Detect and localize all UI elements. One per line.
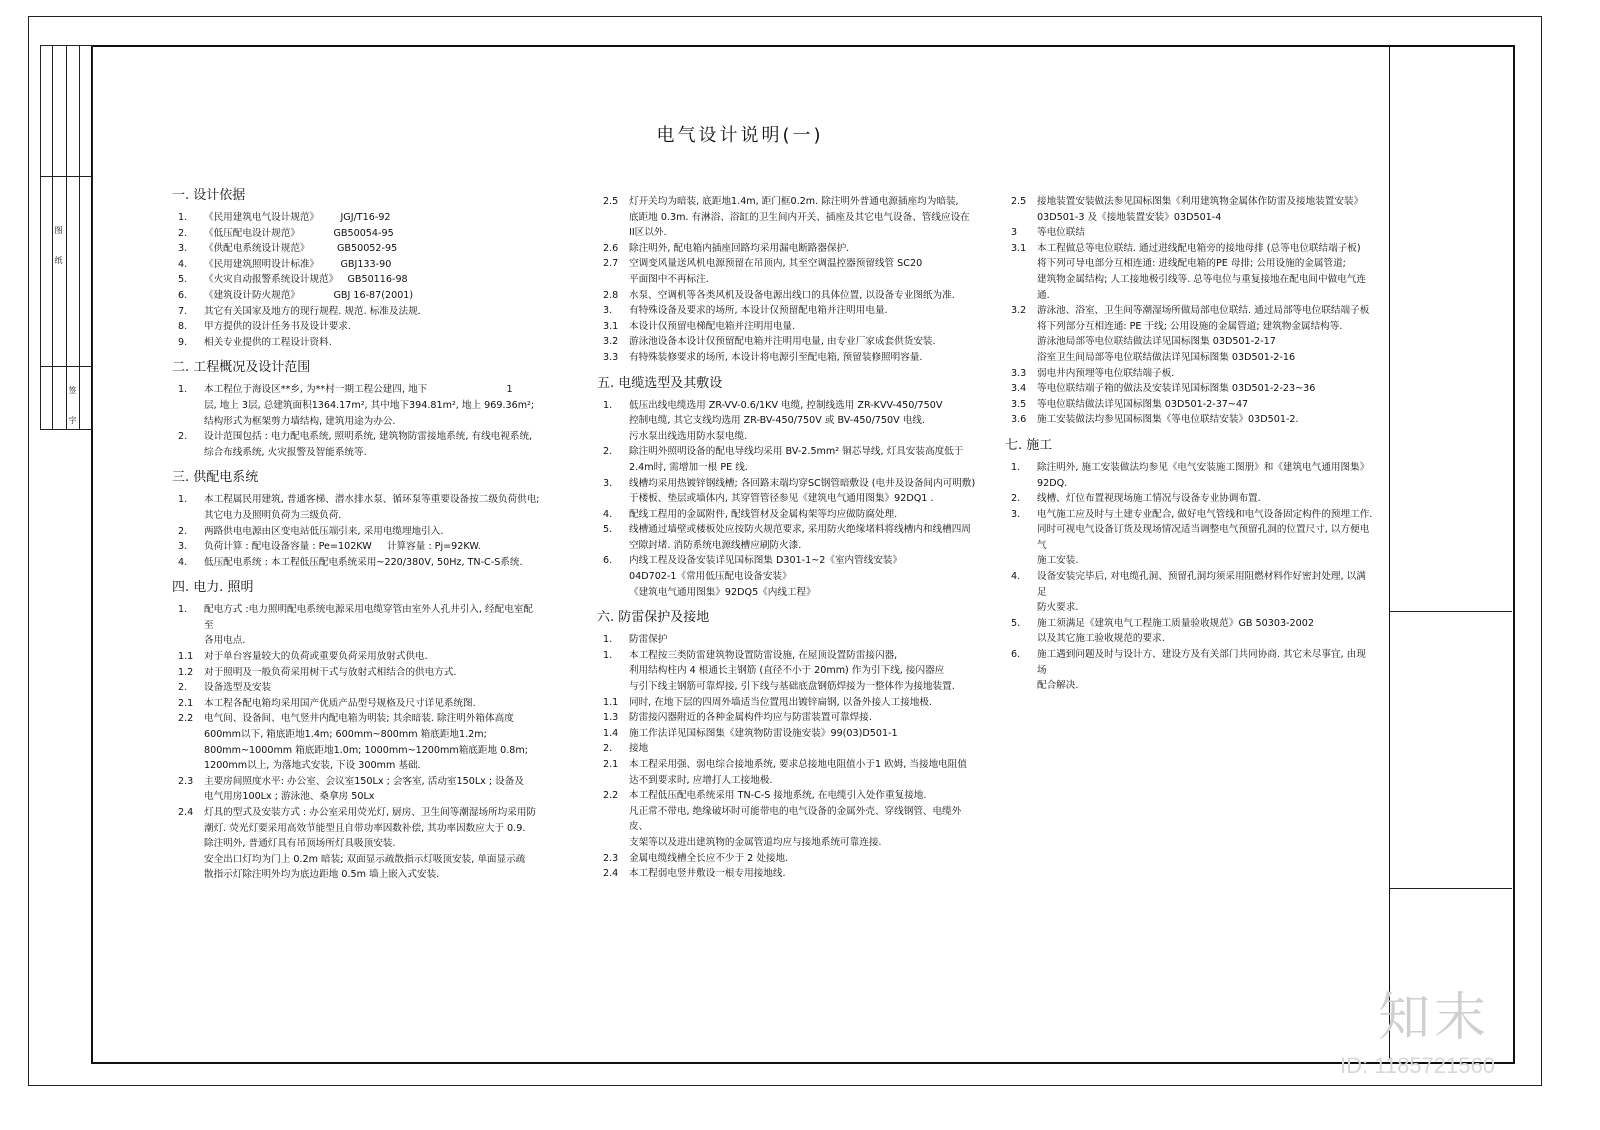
item-text: 其它有关国家及地方的现行规程. 规范. 标准及法规. [204,305,421,317]
note-item [172,304,542,320]
item-number: 4. [178,556,188,568]
strip-divider [41,176,92,177]
item-number: 3.2 [1011,305,1027,317]
item-text: 有特殊设备及要求的场所, 本设计仅预留配电箱并注明用电量. [629,305,888,317]
note-item [172,382,542,429]
item-number: 5. [603,524,613,536]
item-number: 1. [1011,461,1021,473]
item-number: 3. [1011,508,1021,520]
item-text: 对于单台容量较大的负荷或重要负荷采用放射式供电. [204,651,428,663]
note-item [172,492,542,523]
item-text: 有特殊装修要求的场所, 本设计将电源引至配电箱, 预留装修照明容量. [629,351,923,363]
item-number: 3.4 [1011,383,1027,395]
item-text: 除注明外, 施工安装做法均参见《电气安装施工图册》和《建筑电气通用图集》92DQ. [1037,461,1370,489]
section-heading: 七. 施工 [1005,437,1053,453]
note-item [172,649,542,665]
item-text: 内线工程及设备安装详见国标图集 D301-1~2《室内管线安装》 04D702-1《常用低压配电设备安装》 《建筑电气通用图集》92DQ5《内线工程》 [629,555,903,598]
item-text: 本工程位于海设区**乡, 为**村一期工程公建四, 地下 1 层, 地上 3层, 总建筑面积1364.17m², 其中地下394.81m², 地上 969.36m²; 结构形式为框架剪力墙结构, 建筑用途为办公. [204,384,535,427]
item-text: 防雷接闪器附近的各种金属构件均应与防雷装置可靠焊接. [629,712,872,724]
note-item [1005,647,1375,694]
item-text: 弱电井内预埋等电位联结端子板. [1037,367,1175,379]
item-text: 主要房间照度水平: 办公室、会议室150Lx ; 会客室, 活动室150Lx ; 设备及 电气用房100Lx ; 游泳池、桑拿房 50Lx [204,775,524,803]
note-item [597,648,977,695]
item-number: 1. [178,212,188,223]
note-item [172,429,542,460]
note-item [1005,507,1375,569]
item-number: 2.5 [603,196,619,207]
note-item [172,210,542,226]
item-number: 2.4 [178,807,194,818]
item-text: 低压配电系统 : 本工程低压配电系统采用~220/380V, 50Hz, TN-C-S系统. [204,556,523,568]
note-item [597,350,977,366]
note-item [597,866,977,882]
item-text: 本工程属民用建筑, 普通客梯、潜水排水泵、循环泵等重要设备按二级负荷供电; 其它电力及照明负荷为三级负荷. [204,494,540,521]
note-item [597,444,977,475]
note-item [172,696,542,712]
item-text: 灯具的型式及安装方式 : 办公室采用荧光灯, 厨房、卫生间等潮湿场所均采用防 潮灯. 荧光灯要采用高效节能型且自带功率因数补偿, 其功率因数应大于 0.9. 除注明外, 普通灯具有吊顶场所灯具吸顶安装. 安全出口灯均为门上 0.2m 暗装; 双面显示疏散指示灯吸顶安装, 单面显示疏 散指示灯除注明外均为底边距地 0.5m 墙上嵌入式安装. [204,807,537,881]
watermark-logo: 知末 [1378,988,1491,1048]
item-text: 负荷计算 : 配电设备容量 : Pe=102KW 计算容量 : Pj=92KW. [204,541,481,553]
note-item [1005,491,1375,507]
item-number: 1. [178,604,188,616]
note-item [172,774,542,805]
item-number: 3.1 [603,320,619,332]
item-text: 接地 [629,743,649,755]
item-text: 本工程各配电箱均采用国产优质产品型号规格及尺寸详见系统图. [204,697,476,709]
item-number: 2. [603,743,613,755]
watermark-id: ID: 1185721560 [1340,1053,1495,1078]
item-text: 防雷保护 [629,634,668,646]
note-item [597,553,977,600]
item-text: 本工程低压配电系统采用 TN-C-S 接地系统, 在电缆引入处作重复接地. 凡正常不带电, 绝缘破坏时可能带电的电气设备的金属外壳、穿线钢管、电缆外皮、 支架等以及进出建筑物的金属管道均应与接地系统可靠连接. [629,790,962,848]
item-number: 9. [178,336,188,348]
item-number: 2.3 [178,775,194,787]
note-item [172,272,542,288]
item-number: 1.2 [178,666,194,678]
item-text: 本工程做总等电位联结. 通过进线配电箱旁的接地母排 (总等电位联结端子板) 将下列可导电部分互相连通: 进线配电箱的PE 母排; 公用设施的金属管道; 建筑物金属结构; 人工接地极引线等. 总等电位与重复接地在配电间中做电气连通. [1037,242,1366,301]
item-number: 2.5 [1011,196,1027,207]
item-number: 1. [603,634,613,646]
note-item [597,334,977,350]
item-text: 除注明外照明设备的配电导线均采用 BV-2.5mm² 铜芯导线, 灯具安装高度低于 2.4m时, 需增加一根 PE 线. [629,446,964,473]
left-signature-strip [40,45,93,430]
item-text: 灯开关均为暗装, 底距地1.4m, 距门框0.2m. 除注明外普通电源插座均为暗装, 底距地 0.3m. 有淋浴、浴缸的卫生间内开关、插座及其它电气设备、管线应设在 II区以外. [629,196,970,239]
item-number: 3. [603,305,613,317]
note-item [597,476,977,507]
item-text: 施工安装做法均参见国标图集《等电位联结安装》03D501-2. [1037,414,1299,426]
item-text: 配电方式 :电力照明配电系统电源采用电缆穿管由室外人孔井引入, 经配电室配至 各用电点. [204,604,533,647]
item-text: 空调变风量送风机电源预留在吊顶内, 其至空调温控器预留线管 SC20 平面图中不再标注. [629,258,923,285]
title-block-divider [1390,611,1512,612]
strip-label: 签 [68,386,77,394]
note-item [597,726,977,742]
note-item [172,226,542,242]
item-number: 3 [1011,227,1018,239]
note-item [172,680,542,696]
item-text: 等电位联结端子箱的做法及安装详见国标图集 03D501-2-23~36 [1037,383,1316,395]
note-item [1005,412,1375,428]
item-number: 3.3 [603,351,619,363]
item-number: 7. [178,305,188,317]
item-text: 游泳池、浴室、卫生间等潮湿场所做局部电位联结. 通过局部等电位联结端子板 将下列部分互相连通: PE 干线; 公用设施的金属管道; 建筑物金属结构等. 游泳池局部等电位联结做法详见国标图集 03D501-2-17 浴室卫生间局部等电位联结做法详见国标图集 03D501-2-16 [1037,305,1370,363]
note-item [172,555,542,571]
note-item [597,507,977,523]
item-number: 4. [1011,571,1021,583]
item-number: 5. [178,274,188,286]
strip-label: 图 [54,226,63,234]
item-text: 配线工程用的金属附件, 配线管材及金属构架等均应做防腐处理. [629,508,898,520]
note-item [597,303,977,319]
note-item [172,805,542,883]
item-text: 接地装置安装做法参见国标图集《利用建筑物金属体作防雷及接地装置安装》 03D501-3 及《接地装置安装》03D501-4 [1037,196,1364,223]
item-text: 设备安装完毕后, 对电缆孔洞、预留孔洞均须采用阻燃材料作好密封处理, 以满足 防火要求. [1037,571,1366,614]
notes-column-1 [172,178,542,883]
item-number: 3.3 [1011,367,1027,379]
note-item [172,241,542,257]
strip-divider [52,46,53,429]
note-item [172,524,542,540]
item-text: 施工须满足《建筑电气工程施工质量验收规范》GB 50303-2002 以及其它施工验收规范的要求. [1037,617,1314,645]
item-number: 2. [178,227,188,239]
item-text: 线槽通过墙壁或楼板处应按防火规范要求, 采用防火绝缘堵料将线槽内和线槽四周 空隙封堵. 消防系统电源线槽应刷防火漆. [629,524,971,551]
item-number: 1.4 [603,727,619,739]
item-text: 《低压配电设计规范》 GB50054-95 [204,227,394,239]
item-number: 5. [1011,617,1021,629]
item-number: 2.8 [603,289,619,301]
item-number: 2.6 [603,242,619,254]
note-item [597,788,977,850]
item-text: 《火灾自动报警系统设计规范》 GB50116-98 [204,274,408,286]
item-number: 2.2 [178,713,194,725]
note-item [172,319,542,335]
item-number: 2.3 [603,852,619,864]
note-item [1005,616,1375,647]
note-item [172,335,542,351]
note-item [1005,381,1375,397]
item-number: 1. [178,494,188,506]
item-number: 3. [178,243,188,255]
item-number: 1.1 [603,696,619,708]
item-number: 8. [178,321,188,333]
item-text: 等电位联结做法详见国标图集 03D501-2-37~47 [1037,398,1249,410]
section-heading: 二. 工程概况及设计范围 [172,360,311,376]
item-text: 本设计仅预留电梯配电箱并注明用电量. [629,320,796,332]
item-number: 2.1 [178,697,194,709]
item-text: 除注明外, 配电箱内插座回路均采用漏电断路器保护. [629,242,850,254]
note-item [1005,225,1375,241]
sheet-title: 电气设计说明(一) [656,125,824,146]
title-block [1389,45,1512,1060]
section-heading: 三. 供配电系统 [172,470,259,486]
item-text: 低压出线电缆选用 ZR-VV-0.6/1KV 电缆, 控制线选用 ZR-KVV-450/750V 控制电缆, 其它支线均选用 ZR-BV-450/750V 或 BV-450/750V 电线. 污水泵出线选用防水泵电缆. [629,399,943,442]
note-item [597,288,977,304]
section-heading: 一. 设计依据 [172,188,246,203]
item-number: 3.1 [1011,242,1027,254]
item-number: 3. [603,477,613,489]
item-number: 2.1 [603,759,619,770]
item-number: 2. [1011,493,1021,505]
item-number: 6. [178,289,188,301]
item-text: 《民用建筑照明设计标准》 GBJ133-90 [204,258,392,270]
item-text: 线槽、灯位布置视现场施工情况与设备专业协调布置. [1037,493,1261,505]
note-item [597,757,977,788]
note-item [597,194,977,241]
item-number: 3. [178,541,188,553]
item-text: 同时, 在地下层的四周外墙适当位置甩出镀锌扁钢, 以备外接人工接地极. [629,696,933,708]
item-number: 2.2 [603,790,619,802]
item-text: 相关专业提供的工程设计资料. [204,336,332,348]
note-item [597,851,977,867]
note-item [1005,460,1375,491]
item-text: 施工遇到问题及时与设计方、建设方及有关部门共同协商. 其它未尽事宜, 由现场 配合解决. [1037,649,1366,692]
note-item [172,602,542,649]
item-number: 2. [178,431,188,443]
item-number: 1. [603,649,613,661]
item-number: 2. [178,682,188,694]
note-item [597,741,977,757]
item-text: 电气间、设备间、电气竖井内配电箱为明装; 其余暗装. 除注明外箱体高度 600mm以下, 箱底距地1.4m; 600mm~800mm 箱底距地1.2m; 800mm~1000mm 箱底距地1.0m; 1000mm~1200mm箱底距地 0.8m; 1200mm以上, 为落地式安装, 下设 300mm 基础. [204,713,528,772]
title-block-divider [1390,888,1512,889]
note-item [172,711,542,773]
note-item [1005,397,1375,413]
note-item [597,695,977,711]
item-text: 线槽均采用热镀锌钢线槽; 各回路末端均穿SC钢管暗敷设 (电井及设备间内可明敷) 于楼板、垫层或墙体内, 其穿管管径参见《建筑电气通用图集》92DQ1 . [629,477,976,505]
notes-column-2 [597,194,977,882]
section-heading: 四. 电力. 照明 [172,580,254,596]
section-heading: 五. 电缆选型及其敷设 [597,375,723,391]
note-item [597,632,977,648]
note-item [1005,194,1375,225]
item-text: 本工程弱电竖井敷设一根专用接地线. [629,868,786,880]
note-item [172,257,542,273]
item-number: 1.3 [603,712,619,724]
section-heading: 六. 防雷保护及接地 [597,610,710,626]
item-number: 3.5 [1011,398,1027,410]
item-number: 2.7 [603,258,619,270]
note-item [172,665,542,681]
note-item [597,522,977,553]
item-number: 1.1 [178,651,194,663]
note-item [1005,569,1375,616]
note-item [597,256,977,287]
note-item [1005,366,1375,382]
note-item [597,241,977,257]
item-text: 本工程按三类防雷建筑物设置防雷设施, 在屋顶设置防雷接闪器, 利用结构柱内 4 根通长主钢筋 (直径不小于 20mm) 作为引下线, 接闪器应 与引下线主钢筋可靠焊接, 引下线与基础底盘钢筋焊接为一整体作为接地装置. [629,649,955,693]
item-text: 《建筑设计防火规范》 GBJ 16-87(2001) [204,289,414,301]
note-item [172,539,542,555]
item-number: 1. [603,399,613,411]
strip-divider [66,46,67,429]
item-text: 施工作法详见国标图集《建筑物防雷设施安装》99(03)D501-1 [629,727,898,739]
item-number: 4. [603,508,613,520]
item-text: 《供配电系统设计规范》 GB50052-95 [204,243,398,255]
notes-column-3 [1005,194,1375,694]
item-text: 设备选型及安装 [204,682,272,694]
note-item [1005,303,1375,365]
strip-divider [41,366,92,367]
item-number: 6. [1011,649,1021,661]
item-text: 电气施工应及时与土建专业配合, 做好电气管线和电气设备固定构件的预埋工作. 同时可视电气设备订货及现场情况适当调整电气预留孔洞的位置尺寸, 以方便电气 施工安装. [1037,508,1373,567]
strip-divider [79,46,80,429]
item-text: 水泵、空调机等各类风机及设备电源出线口的具体位置, 以设备专业图纸为准. [629,289,955,301]
note-item [1005,241,1375,303]
item-number: 4. [178,258,188,270]
note-item [597,398,977,445]
item-text: 甲方提供的设计任务书及设计要求. [204,321,351,333]
item-text: 游泳池设备本设计仅预留配电箱并注明用电量, 由专业厂家成套供货安装. [629,336,936,348]
item-number: 6. [603,555,613,567]
item-text: 等电位联结 [1037,227,1085,239]
item-number: 2. [603,446,613,458]
item-text: 本工程采用强、弱电综合接地系统, 要求总接地电阻值小于1 欧姆, 当接地电阻值 达不到要求时, 应增打人工接地极. [629,759,967,786]
item-text: 金属电缆线槽全长应不少于 2 处接地. [629,852,789,864]
item-number: 3.2 [603,336,619,348]
item-number: 2.4 [603,868,619,880]
note-item [597,319,977,335]
item-text: 《民用建筑电气设计规范》 JGJ/T16-92 [204,212,391,223]
note-item [172,288,542,304]
item-text: 设计范围包括 : 电力配电系统, 照明系统, 建筑物防雷接地系统, 有线电视系统, 综合布线系统, 火灾报警及智能系统等. [204,431,533,458]
strip-label: 字 [68,416,77,424]
note-item [597,710,977,726]
strip-label: 纸 [54,256,63,264]
item-text: 两路供电电源由区变电站低压端引来, 采用电缆埋地引入. [204,525,444,537]
item-number: 3.6 [1011,414,1027,426]
item-text: 对于照明及一般负荷采用树干式与放射式相结合的供电方式. [204,666,457,678]
item-number: 2. [178,525,188,537]
item-number: 1. [178,384,188,396]
